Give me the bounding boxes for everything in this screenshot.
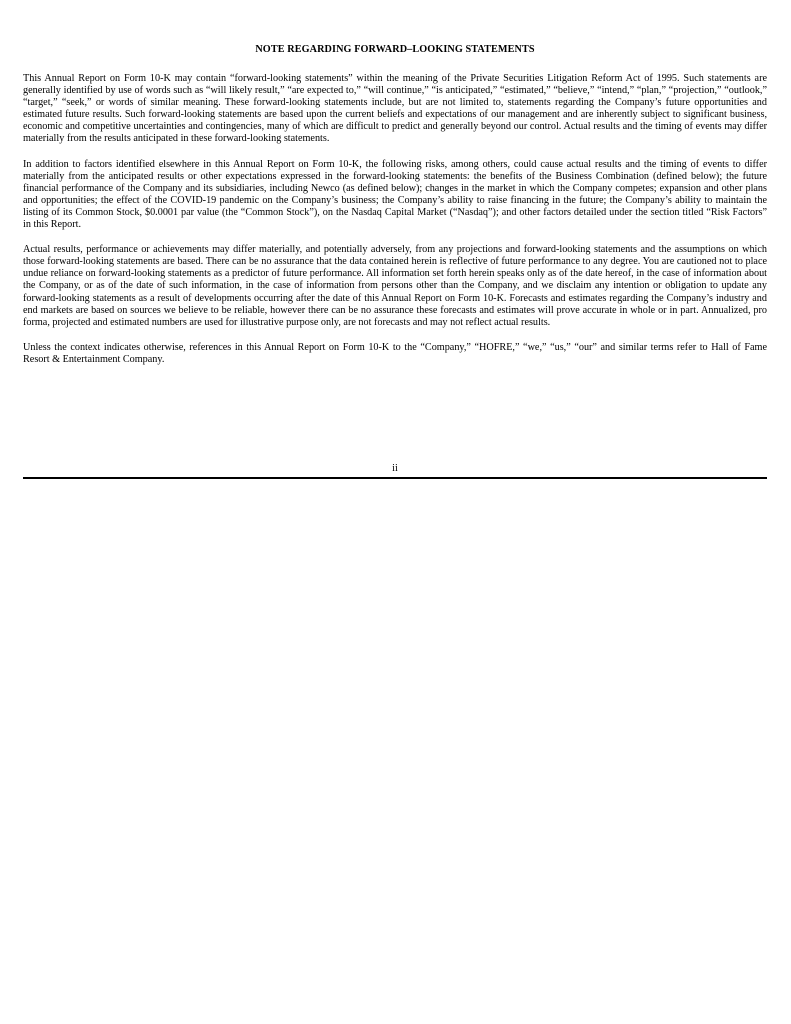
document-page bbox=[23, 44, 767, 379]
paragraph-actual-results: Actual results, performance or achievements may differ materially, and potentially adversely, from any projections and forward-looking statements and the assumptions on which those forward-looking statements are based. There can be no assurance that the data contained herein is reflective of future performance to any degree. You are cautioned not to place undue reliance on forward-looking statements as a predictor of future performance. All information set forth herein speaks only as of the date hereof, in the case of information about the Company, or as of the date of such information, in the case of information from persons other than the Company, and we disclaim any intention or obligation to update any forward-looking statements as a result of developments occurring after the date of this Annual Report on Form 10-K. Forecasts and estimates regarding the Company’s industry and end markets are based on sources we believe to be reliable, however there can be no assurance these forecasts and estimates will prove accurate in whole or in part. Annualized, pro forma, projected and estimated numbers are used for illustrative purpose only, are not forecasts and may not reflect actual results. bbox=[23, 244, 767, 328]
page-footer bbox=[23, 463, 767, 479]
section-title: NOTE REGARDING FORWARD–LOOKING STATEMENTS bbox=[255, 44, 535, 55]
page-number: ii bbox=[392, 463, 398, 474]
paragraph-references: Unless the context indicates otherwise, references in this Annual Report on Form 10-K to the “Company,” “HOFRE,” “we,” “us,” “our” and similar terms refer to Hall of Fame Resort & Entertainment Company. bbox=[23, 341, 767, 365]
paragraph-forward-looking-definition: This Annual Report on Form 10-K may contain “forward-looking statements” within the meaning of the Private Securities Litigation Reform Act of 1995. Such statements are generally identified by use of words such as “will likely result,” “are expected to,” “will continue,” “is anticipated,” “estimated,” “believe,” “intend,” “plan,” “projection,” “outlook,” “target,” “seek,” or words of similar meaning. These forward-looking statements include, but are not limited to, statements regarding the Company’s future opportunities and estimated future results. Such forward-looking statements are based upon the current beliefs and expectations of our management and are inherently subject to significant business, economic and competitive uncertainties and contingencies, many of which are difficult to predict and generally beyond our control. Actual results and the timing of events may differ materially from the results anticipated in these forward-looking statements. bbox=[23, 73, 767, 145]
paragraph-risk-factors: In addition to factors identified elsewhere in this Annual Report on Form 10-K, the following risks, among others, could cause actual results and the timing of events to differ materially from the anticipated results or other expectations expressed in the forward-looking statements: the benefits of the Business Combination (defined below); the future financial performance of the Company and its subsidiaries, including Newco (as defined below); changes in the market in which the Company competes; expansion and other plans and opportunities; the effect of the COVID-19 pandemic on the Company’s business; the Company’s ability to raise financing in the future; the Company’s ability to maintain the listing of its Common Stock, $0.0001 par value (the “Common Stock”), on the Nasdaq Capital Market (“Nasdaq”); and other factors detailed under the section titled “Risk Factors” in this Report. bbox=[23, 158, 767, 231]
footer-rule bbox=[23, 477, 767, 479]
